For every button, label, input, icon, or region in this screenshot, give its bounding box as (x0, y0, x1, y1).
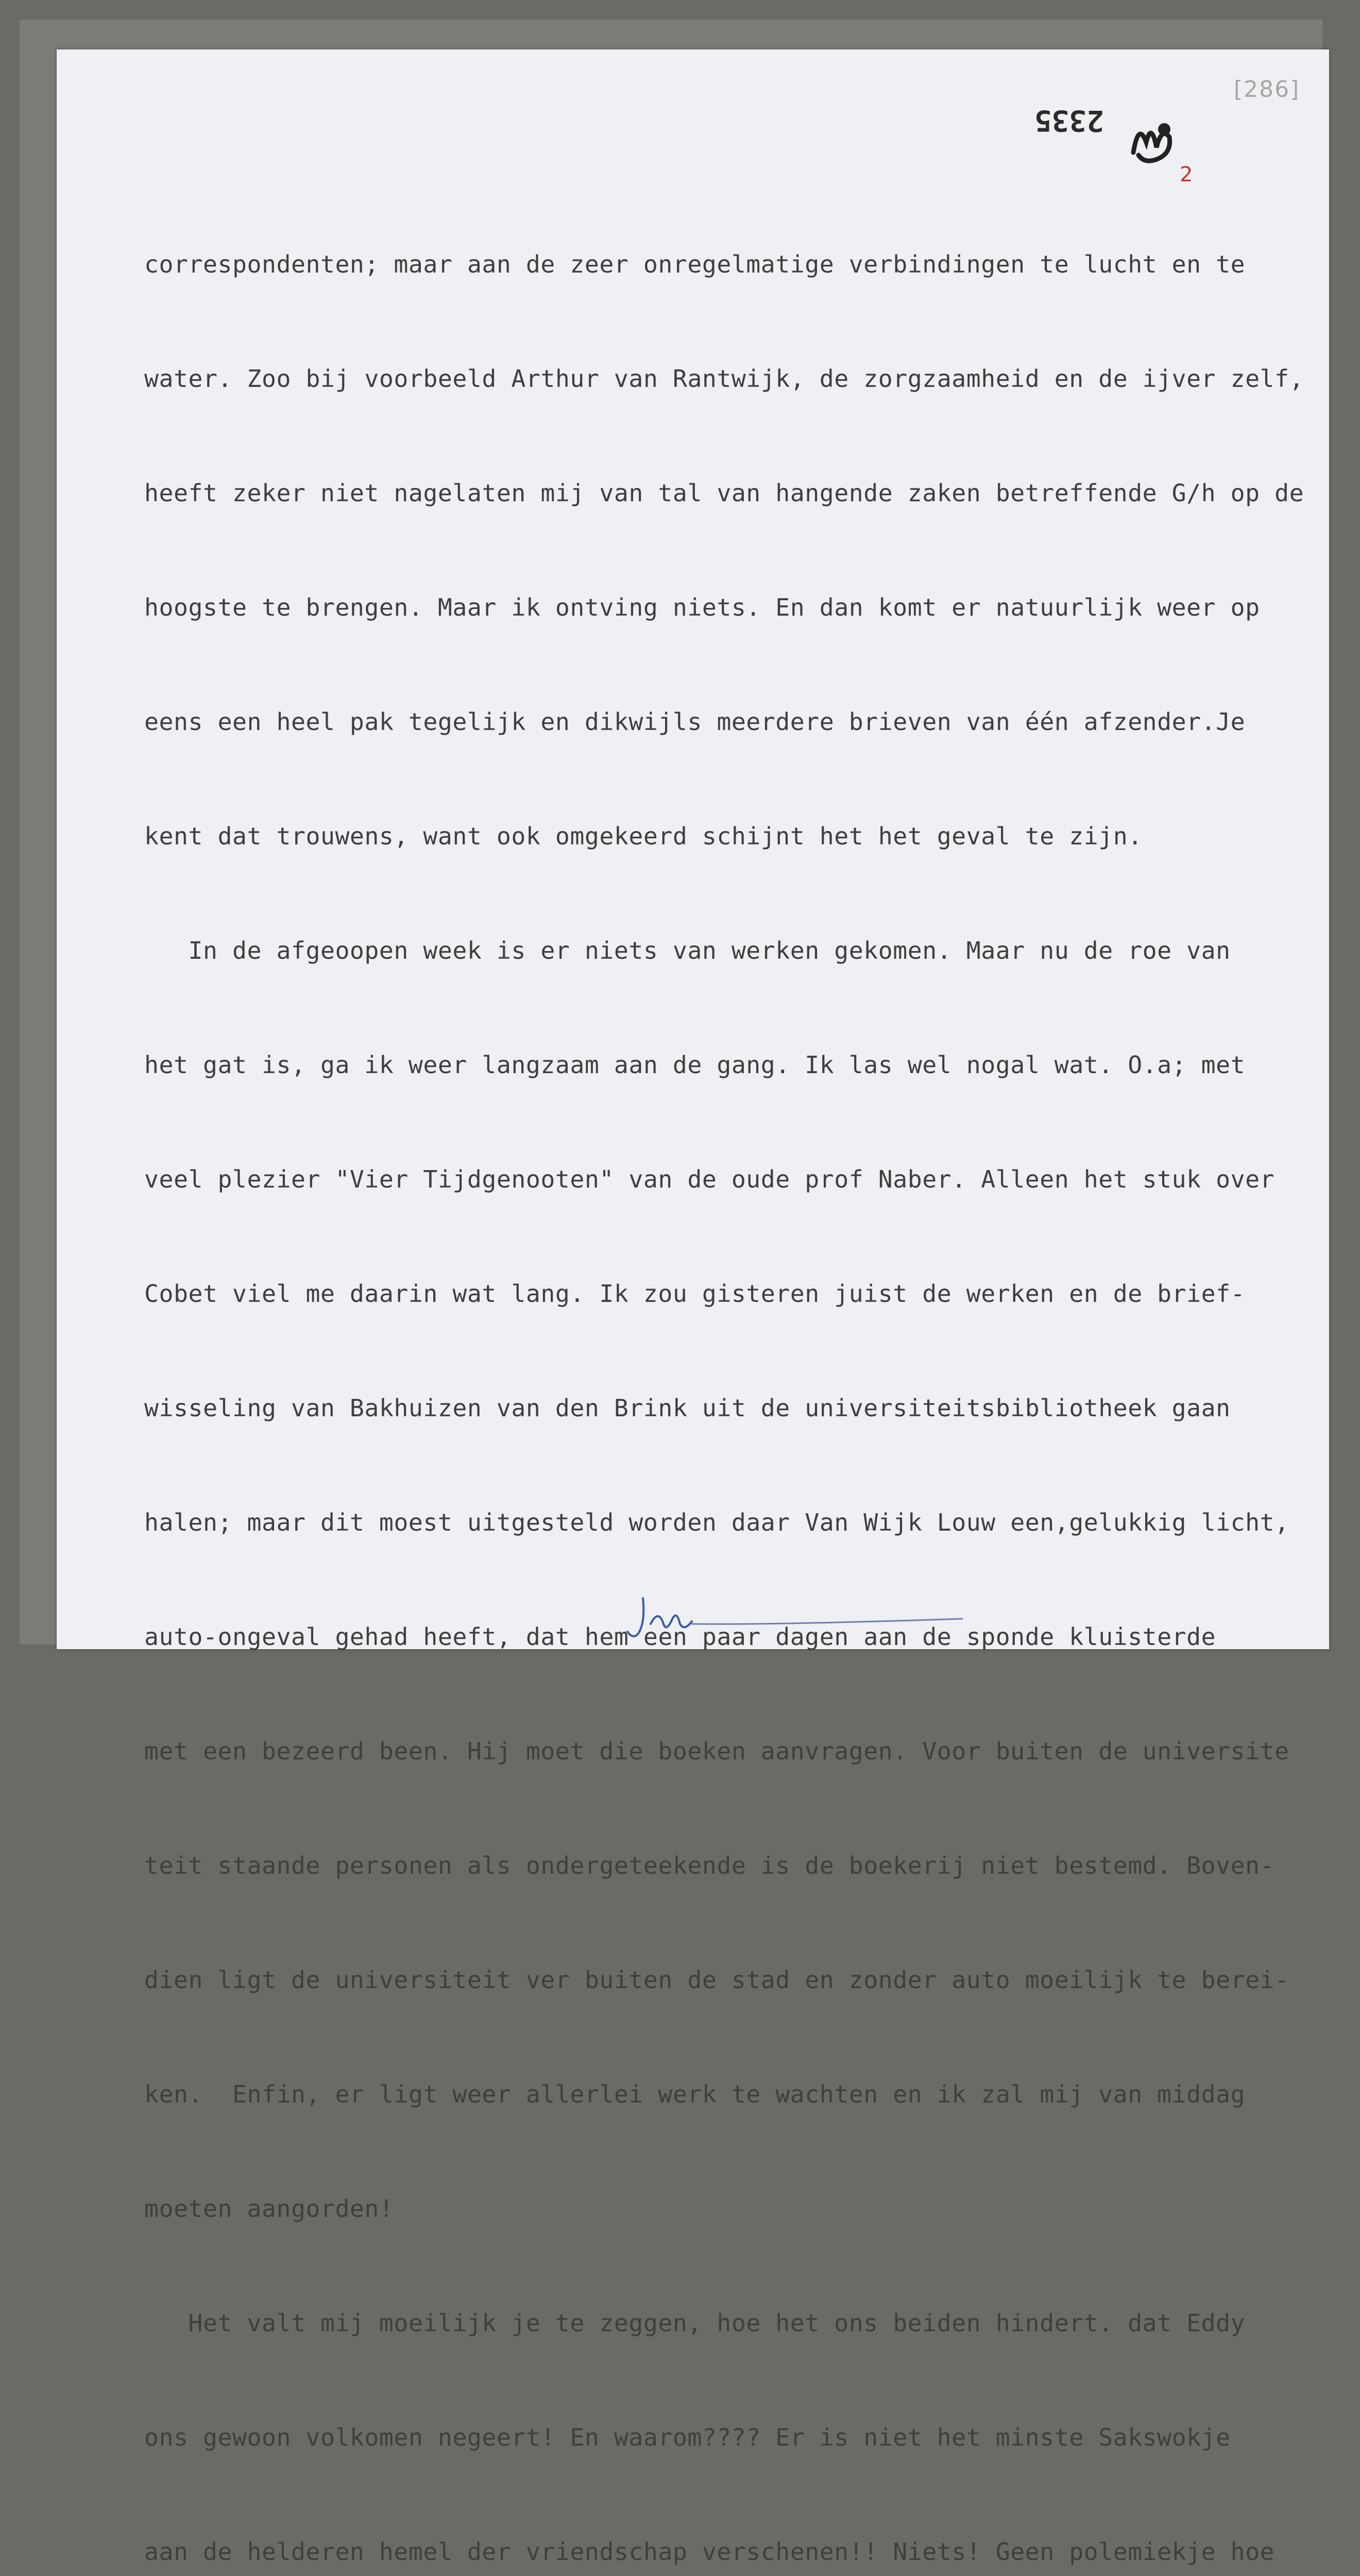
text-line: met een bezeerd been. Hij moet die boeken aanvragen. Voor buiten de universite (144, 1737, 1289, 1765)
text-line: ons gewoon volkomen negeert! En waarom???? Er is niet het minste Sakswokje (144, 2424, 1231, 2451)
text-line: heeft zeker niet nagelaten mij van tal van hangende zaken betreffende G/h op de (144, 479, 1304, 507)
archive-number: [286] (1234, 76, 1300, 103)
text-line: Cobet viel me daarin wat lang. Ik zou gisteren juist de werken en de brief- (144, 1280, 1246, 1308)
handwritten-mark-icon (1123, 111, 1180, 168)
reference-number: 2335 (1034, 104, 1104, 137)
signature-icon (622, 1588, 973, 1645)
text-line: moeten aangorden! (144, 2195, 394, 2223)
text-line: auto-ongeval gehad heeft, dat hem een paar dagen aan de sponde kluisterde (144, 1623, 1216, 1651)
text-line: het gat is, ga ik weer langzaam aan de gang. Ik las wel nogal wat. O.a; met (144, 1051, 1246, 1079)
text-line: wisseling van Bakhuizen van den Brink uit de universiteitsbibliotheek gaan (144, 1394, 1231, 1422)
text-line: kent dat trouwens, want ook omgekeerd schijnt het het geval te zijn. (144, 822, 1143, 850)
text-line: hoogste te brengen. Maar ik ontving niets. En dan komt er natuurlijk weer op (144, 594, 1260, 621)
text-line: In de afgeoopen week is er niets van werken gekomen. Maar nu de roe van (144, 937, 1231, 964)
page-number: 2 (1180, 163, 1193, 187)
letter-body (144, 169, 1360, 2576)
text-line: teit staande personen als ondergeteekende is de boekerij niet bestemd. Boven- (144, 1852, 1275, 1879)
text-line: halen; maar dit moest uitgesteld worden daar Van Wijk Louw een,gelukkig licht, (144, 1509, 1289, 1536)
text-line: water. Zoo bij voorbeeld Arthur van Rantwijk, de zorgzaamheid en de ijver zelf, (144, 365, 1304, 393)
document-frame (20, 20, 1322, 2566)
text-line: aan de helderen hemel der vriendschap verschenen!! Niets! Geen polemiekje hoe (144, 2538, 1275, 2566)
text-line: Het valt mij moeilijk je te zeggen, hoe het ons beiden hindert. dat Eddy (144, 2309, 1246, 2337)
text-line: veel plezier "Vier Tijdgenooten" van de oude prof Naber. Alleen het stuk over (144, 1165, 1275, 1193)
text-line: correspondenten; maar aan de zeer onregelmatige verbindingen te lucht en te (144, 250, 1246, 278)
text-line: ken. Enfin, er ligt weer allerlei werk te wachten en ik zal mij van middag (144, 2080, 1246, 2108)
letter-page (57, 49, 1329, 2566)
text-line: dien ligt de universiteit ver buiten de stad en zonder auto moeilijk te berei- (144, 1966, 1289, 1994)
text-line: eens een heel pak tegelijk en dikwijls meerdere brieven van één afzender.Je (144, 708, 1246, 736)
